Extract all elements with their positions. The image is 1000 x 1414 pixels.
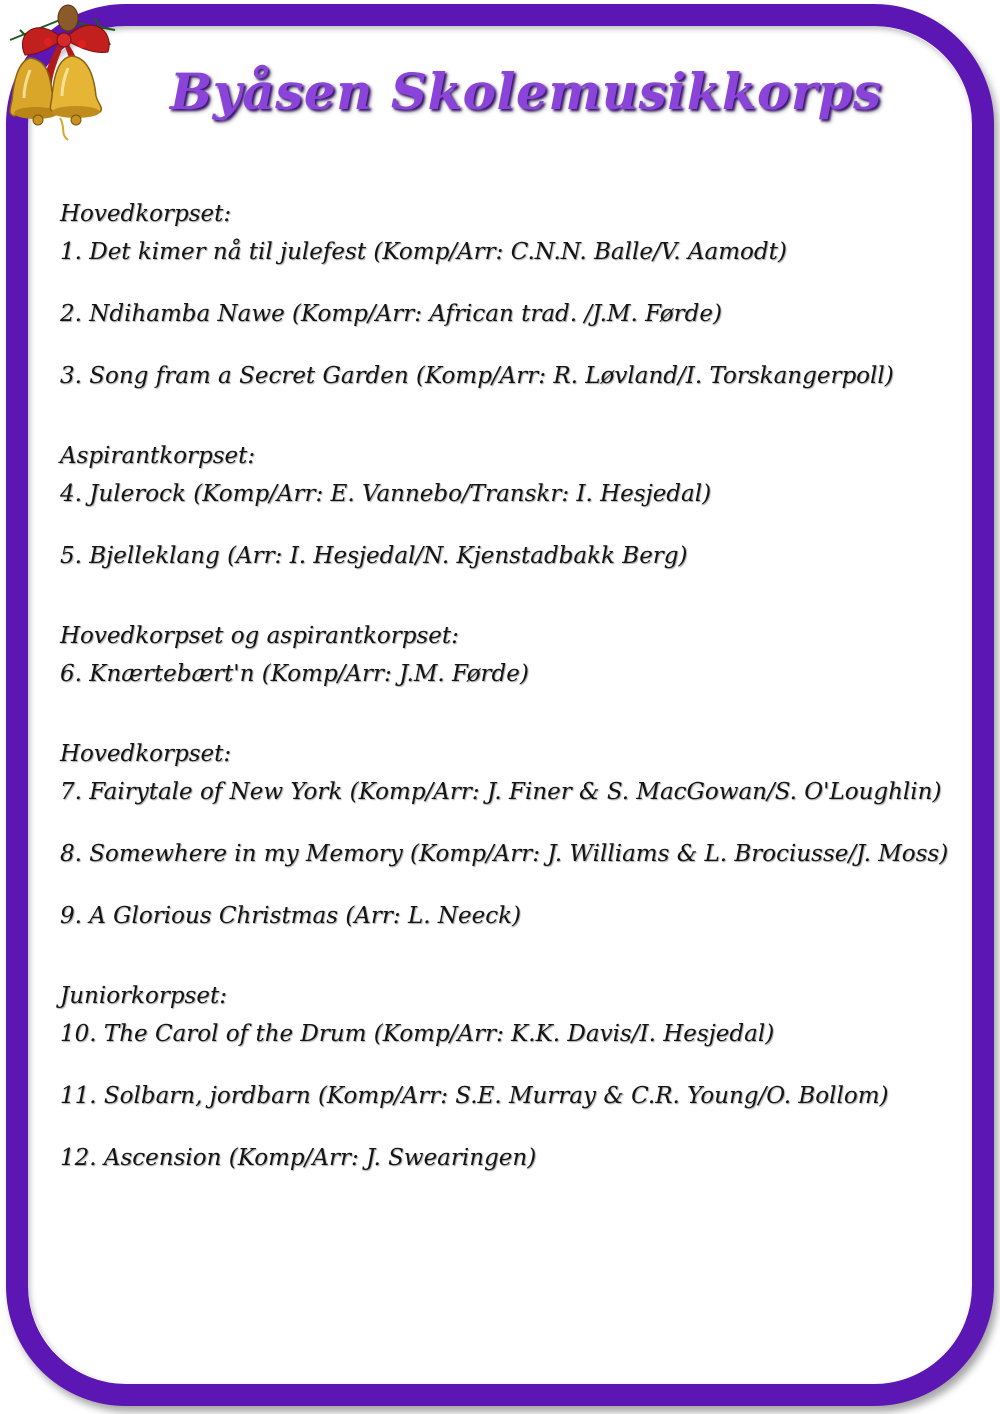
list-item: 11. Solbarn, jordbarn (Komp/Arr: S.E. Murray & C.R. Young/O. Bollom) [60, 1083, 889, 1109]
section-label: Juniorkorpset: [60, 983, 227, 1009]
list-item: 9. A Glorious Christmas (Arr: L. Neeck) [60, 903, 521, 929]
list-item: 7. Fairytale of New York (Komp/Arr: J. Finer & S. MacGowan/S. O'Loughlin) [60, 779, 942, 805]
list-item: 1. Det kimer nå til julefest (Komp/Arr: C.N.N. Balle/V. Aamodt) [60, 239, 787, 265]
section-label: Hovedkorpset: [60, 201, 232, 227]
list-item: 3. Song fram a Secret Garden (Komp/Arr: R. Løvland/I. Torskangerpoll) [60, 363, 894, 389]
list-item: 6. Knærtebært'n (Komp/Arr: J.M. Førde) [60, 661, 529, 687]
section-label: Aspirantkorpset: [60, 443, 256, 469]
christmas-bells-icon [0, 0, 130, 150]
list-item: 8. Somewhere in my Memory (Komp/Arr: J. Williams & L. Brociusse/J. Moss) [60, 841, 949, 867]
list-item: 4. Julerock (Komp/Arr: E. Vannebo/Transkr: I. Hesjedal) [60, 481, 712, 507]
page-title: Byåsen Skolemusikkorps [170, 62, 882, 121]
list-item: 12. Ascension (Komp/Arr: J. Swearingen) [60, 1145, 537, 1171]
section-label: Hovedkorpset: [60, 741, 232, 767]
list-item: 5. Bjelleklang (Arr: I. Hesjedal/N. Kjenstadbakk Berg) [60, 543, 688, 569]
list-item: 10. The Carol of the Drum (Komp/Arr: K.K. Davis/I. Hesjedal) [60, 1021, 775, 1047]
section-label: Hovedkorpset og aspirantkorpset: [60, 623, 459, 649]
program-list [60, 195, 950, 1177]
list-item: 2. Ndihamba Nawe (Komp/Arr: African trad. /J.M. Førde) [60, 301, 722, 327]
